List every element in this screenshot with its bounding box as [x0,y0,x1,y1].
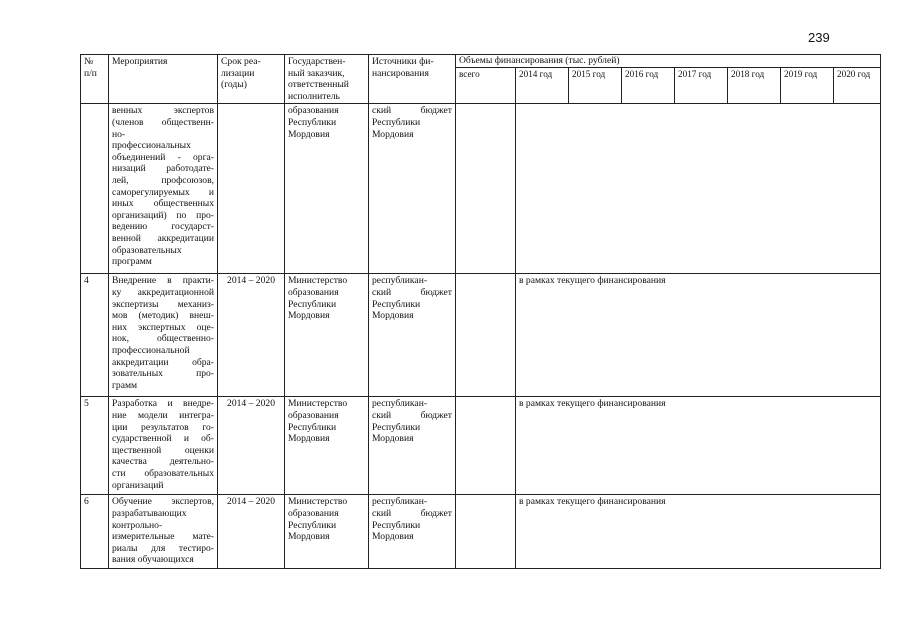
row-source: республикан- ский бюджет Республики Мордовия [369,397,456,495]
row-num [81,104,109,274]
header-year-2015: 2015 год [569,68,622,104]
row-funding [516,104,881,274]
header-measures: Мероприятия [109,55,218,104]
row-term [218,104,285,274]
header-year-2020: 2020 год [834,68,881,104]
row-source: республикан- ский бюджет Республики Мордовия [369,274,456,397]
row-num: 5 [81,397,109,495]
header-year-2018: 2018 год [728,68,781,104]
row-total [456,397,516,495]
row-num: 6 [81,495,109,569]
table-row [81,397,881,495]
header-year-2016: 2016 год [622,68,675,104]
row-measure: Обучение экспертов, разрабатывающих контрольно- измерительные мате- риалы для тестиро- вания обучающихся [109,495,218,569]
row-term: 2014 – 2020 [218,397,285,495]
row-source: республикан- ский бюджет Республики Мордовия [369,495,456,569]
row-funding: в рамках текущего финансирования [516,397,881,495]
row-customer: образования Республики Мордовия [285,104,369,274]
row-funding: в рамках текущего финансирования [516,274,881,397]
header-year-2017: 2017 год [675,68,728,104]
row-measure: венных экспертов (членов общественн- но- профессиональных объединений - орга- низаций работодате- лей, профсоюзов, саморегулируемых и иных общественных организаций) по про- ведению государст- венной аккредитации образовательных программ [109,104,218,274]
header-customer: Государствен- ный заказчик, ответственный исполнитель [285,55,369,104]
header-year-2014: 2014 год [516,68,569,104]
header-sources: Источники фи- нансирования [369,55,456,104]
table-row [81,495,881,569]
table-row [81,274,881,397]
financing-table [80,54,881,569]
row-funding: в рамках текущего финансирования [516,495,881,569]
table-row [81,104,881,274]
row-customer: Министерство образования Республики Мордовия [285,397,369,495]
header-volumes: Объемы финансирования (тыс. рублей) [456,55,881,68]
row-term: 2014 – 2020 [218,274,285,397]
row-source: ский бюджет Республики Мордовия [369,104,456,274]
row-total [456,274,516,397]
table-body [81,104,881,569]
header-row-1 [81,55,881,68]
row-num: 4 [81,274,109,397]
row-customer: Министерство образования Республики Мордовия [285,495,369,569]
row-total [456,104,516,274]
row-measure: Разработка и внедре- ние модели интегра- ции результатов го- сударственной и об- щественной оценки качества деятельно- сти образовательных организаций [109,397,218,495]
header-term: Срок реа- лизации (годы) [218,55,285,104]
row-customer: Министерство образования Республики Мордовия [285,274,369,397]
row-term: 2014 – 2020 [218,495,285,569]
row-total [456,495,516,569]
row-measure: Внедрение в практи- ку аккредитационной экспертизы механиз- мов (методик) внеш- них экспертных оце- нок, общественно- профессиональной аккредитации обра- зовательных про- грамм [109,274,218,397]
header-total: всего [456,68,516,104]
page-number: 239 [808,30,830,45]
header-year-2019: 2019 год [781,68,834,104]
header-num: № п/п [81,55,109,104]
